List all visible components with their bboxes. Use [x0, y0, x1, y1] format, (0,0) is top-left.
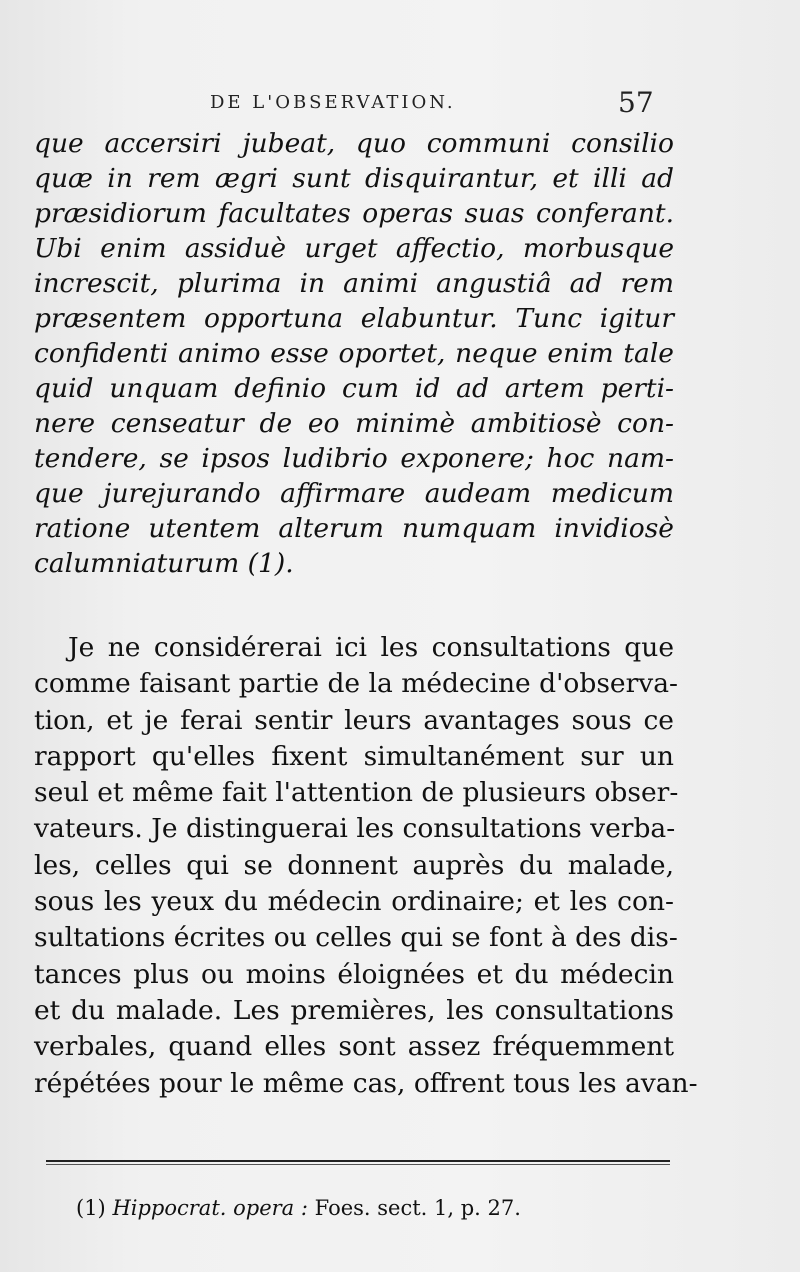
latin-quotation: [34, 126, 674, 581]
latin-line: ratione utentem alterum numquam invidiosè: [34, 513, 674, 544]
latin-line: præsidiorum facultates operas suas conferant.: [34, 198, 674, 229]
running-head-title: DE L'OBSERVATION.: [210, 92, 456, 113]
footnote-work: opera :: [233, 1196, 308, 1220]
french-line: répétées pour le même cas, offrent tous les avan-: [34, 1067, 698, 1099]
french-paragraph: [34, 630, 698, 1102]
latin-line: quæ in rem ægri sunt disquirantur, et illi ad: [34, 163, 674, 194]
footnote-author: Hippocrat.: [112, 1196, 227, 1220]
french-line: sous les yeux du médecin ordinaire; et les con-: [34, 886, 674, 918]
latin-line: increscit, plurima in animi angustiâ ad rem: [34, 268, 674, 299]
french-line: sultations écrites ou celles qui se font à des dis-: [34, 922, 678, 954]
french-line: les, celles qui se donnent auprès du malade,: [34, 849, 674, 881]
footnote-marker: (1): [76, 1196, 106, 1220]
footnote-rule: [46, 1160, 670, 1162]
latin-line: quid unquam definio cum id ad artem perti-: [34, 373, 674, 404]
latin-line: tendere, se ipsos ludibrio exponere; hoc nam-: [34, 443, 674, 474]
latin-line: calumniaturum (1).: [34, 548, 294, 579]
french-line: et du malade. Les premières, les consultations: [34, 994, 674, 1026]
footnote: [76, 1196, 521, 1220]
french-line: tion, et je ferai sentir leurs avantages sous ce: [34, 704, 674, 736]
latin-line: confidenti animo esse oportet, neque enim tale: [34, 338, 674, 369]
french-line: seul et même fait l'attention de plusieurs obser-: [34, 777, 679, 809]
bleed-through-ink: [300, 600, 308, 628]
french-line: Je ne considérerai ici les consultations que: [68, 632, 674, 663]
french-line: rapport qu'elles fixent simultanément sur un: [34, 740, 674, 772]
french-line: verbales, quand elles sont assez fréquemment: [34, 1031, 674, 1063]
page-number: 57: [618, 86, 654, 119]
running-head: [0, 86, 800, 126]
latin-line: que jurejurando affirmare audeam medicum: [34, 478, 674, 509]
latin-line: Ubi enim assiduè urget affectio, morbusque: [34, 233, 674, 264]
french-line: vateurs. Je distinguerai les consultations verba-: [34, 813, 676, 845]
latin-line: præsentem opportuna elabuntur. Tunc igitur: [34, 303, 674, 334]
french-line: comme faisant partie de la médecine d'observa-: [34, 668, 678, 700]
footnote-rule-thin: [46, 1164, 670, 1165]
latin-line: nere censeatur de eo minimè ambitiosè con-: [34, 408, 674, 439]
french-line: tances plus ou moins éloignées et du médecin: [34, 958, 674, 990]
footnote-reference: Foes. sect. 1, p. 27.: [314, 1196, 521, 1220]
latin-line: que accersiri jubeat, quo communi consilio: [34, 128, 674, 159]
